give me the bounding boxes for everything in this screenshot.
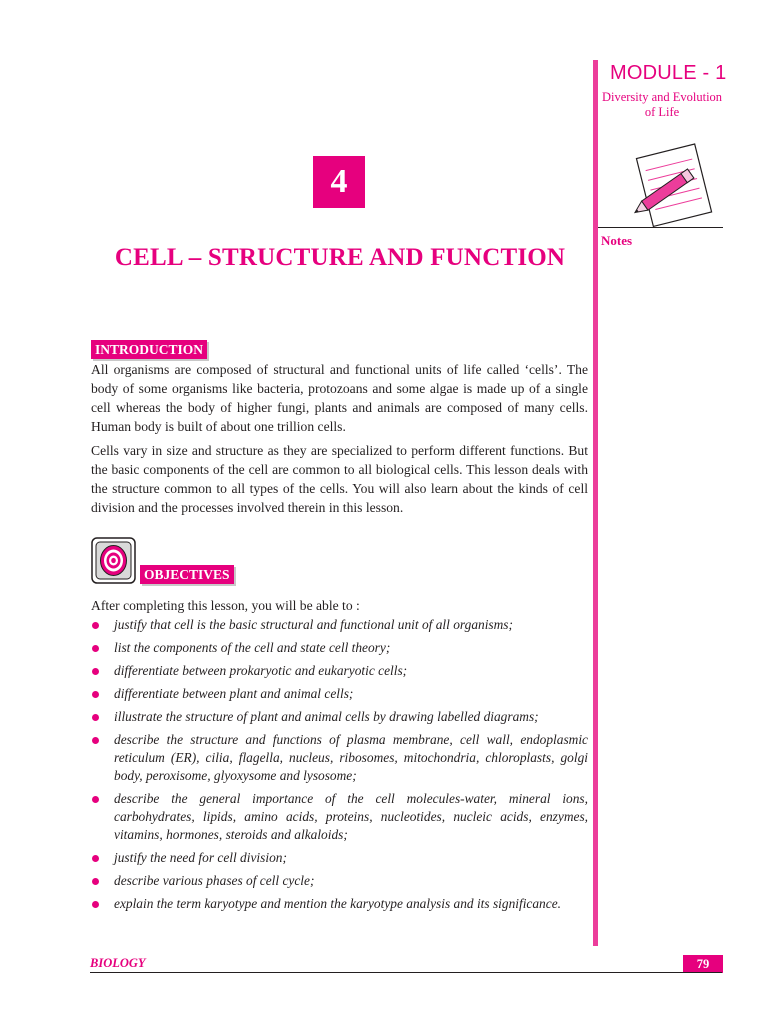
module-subtitle-line-1: Diversity and Evolution [601,90,723,104]
objective-item: explain the term karyotype and mention the karyotype analysis and its significance. [91,895,588,913]
objective-item: describe the structure and functions of plasma membrane, cell wall, endoplasmic reticulum (ER), cilia, flagella, nucleus, ribosomes, mitochondria, chloroplasts, golgi body, peroxisome, glyoxysome and lysosome; [91,731,588,785]
footer-subject: BIOLOGY [90,956,146,970]
page-number: 79 [696,956,710,971]
chapter-title: CELL – STRUCTURE AND FUNCTION [114,244,566,271]
module-subtitle [598,90,726,120]
objectives-heading: OBJECTIVES [140,565,234,584]
sidebar-divider [593,60,598,946]
objective-item: describe the general importance of the cell molecules-water, mineral ions, carbohydrates, lipids, amino acids, proteins, nucleotides, nucleic acids, enzymes, vitamins, hormones, steroids and alkaloids; [91,790,588,844]
notepad-pencil-icon [628,142,723,228]
objectives-list [91,616,588,918]
objectives-lead: After completing this lesson, you will be able to : [91,598,360,613]
objective-item: justify that cell is the basic structural and functional unit of all organisms; [91,616,588,634]
objective-item: differentiate between prokaryotic and eukaryotic cells; [91,662,588,680]
notes-rule [598,227,723,228]
introduction-heading: INTRODUCTION [91,340,207,359]
chapter-number-badge [313,156,365,208]
notes-label: Notes [601,233,633,248]
module-title: MODULE - 1 [610,62,727,84]
introduction-paragraph-2: Cells vary in size and structure as they are specialized to perform different functions. But the basic components of the cell are common to all biological cells. This lesson deals with the structure common to all types of the cells. You will also learn about the kinds of cell division and the processes involved therein in this lesson. [91,443,588,515]
target-icon [91,537,136,584]
objective-item: describe various phases of cell cycle; [91,872,588,890]
objective-item: illustrate the structure of plant and animal cells by drawing labelled diagrams; [91,708,588,726]
page-number-badge [683,955,723,973]
objective-item: justify the need for cell division; [91,849,588,867]
objective-item: differentiate between plant and animal cells; [91,685,588,703]
introduction-paragraph-1: All organisms are composed of structural and functional units of life called ‘cells’. The body of some organisms like bacteria, protozoans and some algae is made up of a single cell whereas the body of higher fungi, plants and animals are composed of many cells. Human body is built of about one trillion cells. [91,362,588,434]
objective-item: list the components of the cell and state cell theory; [91,639,588,657]
chapter-number: 4 [330,163,348,200]
module-subtitle-line-2: of Life [644,105,680,119]
footer-rule [90,972,722,973]
